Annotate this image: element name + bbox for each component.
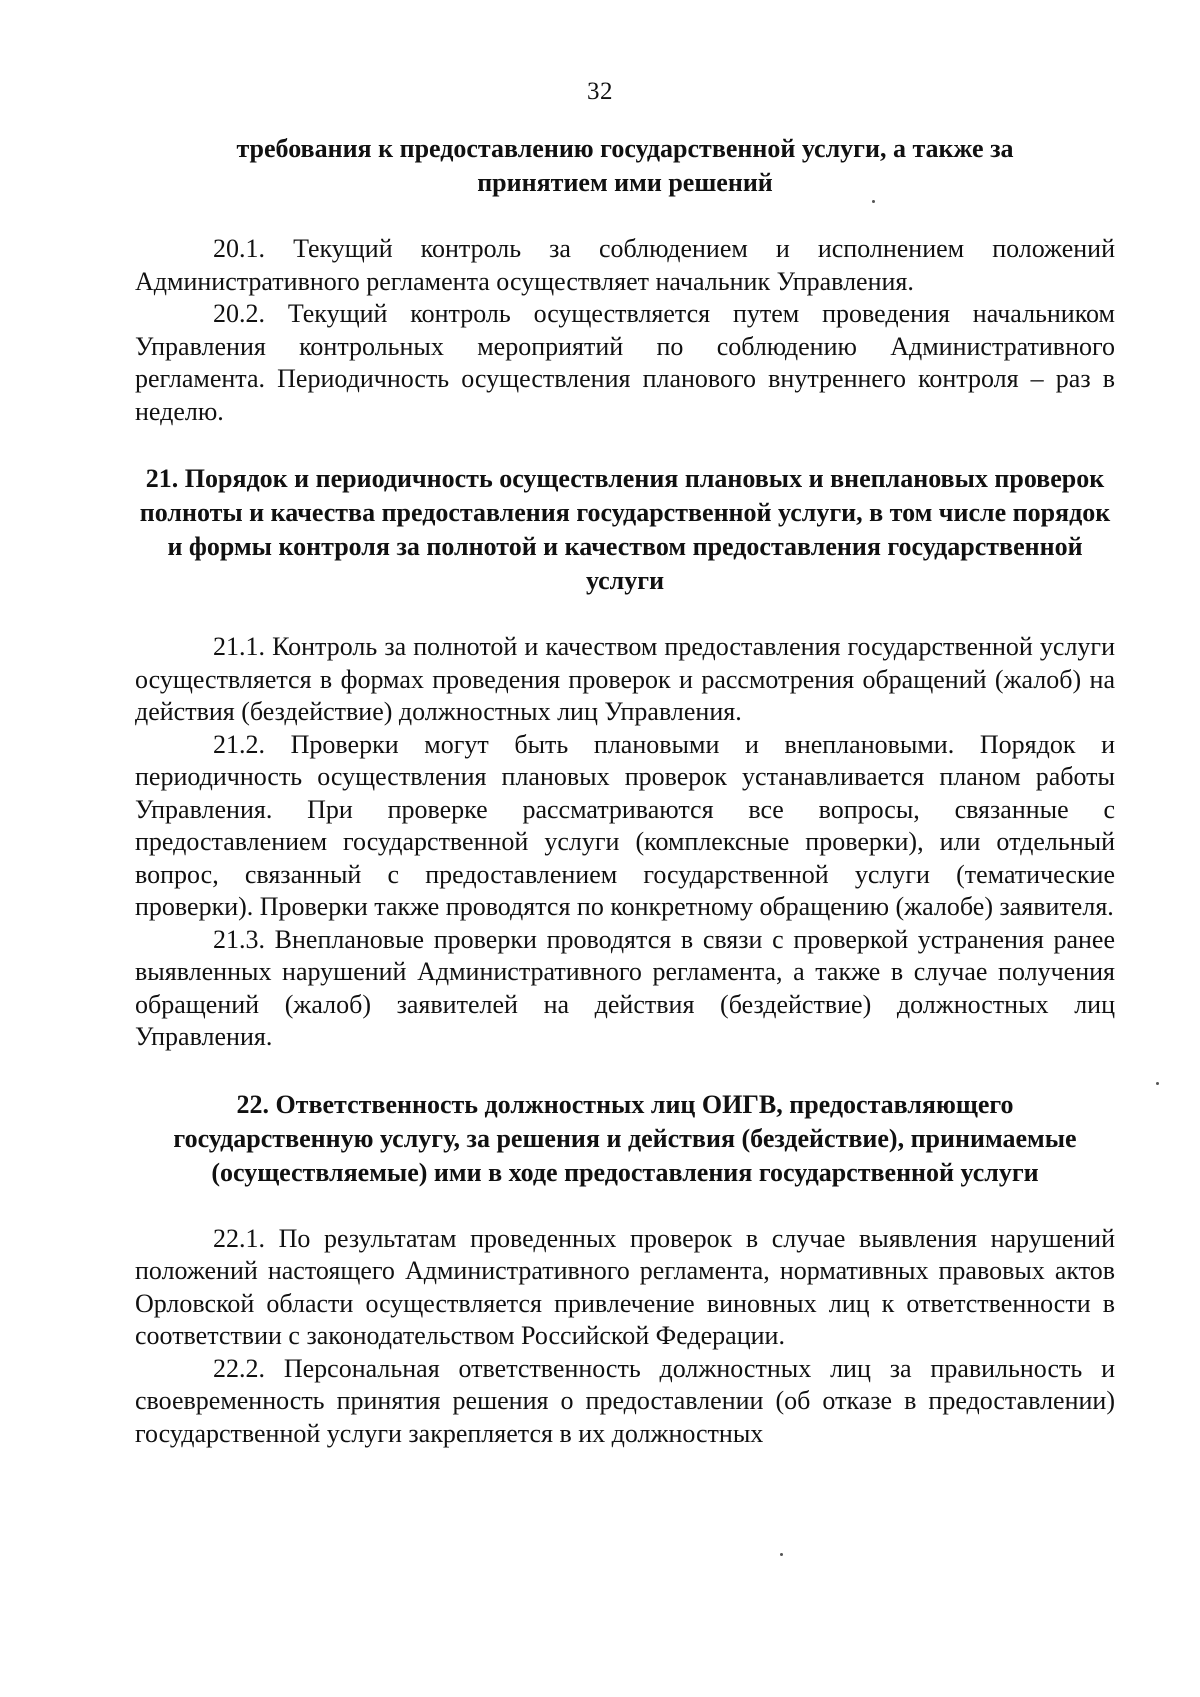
page-content	[135, 132, 1115, 1450]
paragraph-22-1: 22.1. По результатам проведенных проверок в случае выявления нарушений положений настоящего Административного регламента, нормативных правовых актов Орловской области осуществляется привлечение виновных лиц к ответственности в соответствии с законодательством Российской Федерации.	[135, 1223, 1115, 1350]
paragraph-21-3: 21.3. Внеплановые проверки проводятся в связи с проверкой устранения ранее выявленных нарушений Административного регламента, а также в случае получения обращений (жалоб) заявителей на действия (бездействие) должностных лиц Управления.	[135, 924, 1115, 1051]
paragraph-22-2: 22.2. Персональная ответственность должностных лиц за правильность и своевременность принятия решения о предоставлении (об отказе в предоставлении) государственной услуги закрепляется в их должностных	[135, 1353, 1115, 1448]
paragraph-20-1: 20.1. Текущий контроль за соблюдением и исполнением положений Административного регламента осуществляет начальник Управления.	[135, 234, 1115, 296]
scan-speck	[780, 1553, 783, 1556]
scan-speck	[1156, 1082, 1159, 1085]
intro-heading: требования к предоставлению государственной услуги, а также за принятием ими решений	[236, 134, 1014, 197]
section-21-heading: 21. Порядок и периодичность осуществления плановых и внеплановых проверок полноты и качества предоставления государственной услуги, в том числе порядок и формы контроля за полнотой и качеством предоставления государственной услуги	[139, 464, 1111, 595]
paragraph-20-2: 20.2. Текущий контроль осуществляется путем проведения начальником Управления контрольных мероприятий по соблюдению Административного регламента. Периодичность осуществления планового внутреннего контроля – раз в неделю.	[135, 299, 1115, 426]
section-22-heading: 22. Ответственность должностных лиц ОИГВ, предоставляющего государственную услугу, за решения и действия (бездействие), принимаемые (осуществляемые) ими в ходе предоставления государственной услуги	[173, 1089, 1077, 1187]
scan-speck	[872, 200, 875, 203]
page-number: 32	[587, 78, 613, 105]
paragraph-21-1: 21.1. Контроль за полнотой и качеством предоставления государственной услуги осуществляется в формах проведения проверок и рассмотрения обращений (жалоб) на действия (бездействие) должностных лиц Управления.	[135, 632, 1115, 726]
paragraph-21-2: 21.2. Проверки могут быть плановыми и внеплановыми. Порядок и периодичность осуществления плановых проверок устанавливается планом работы Управления. При проверке рассматриваются все вопросы, связанные с предоставлением государственной услуги (комплексные проверки), или отдельный вопрос, связанный с предоставлением государственной услуги (тематические проверки). Проверки также проводятся по конкретному обращению (жалобе) заявителя.	[135, 729, 1115, 921]
